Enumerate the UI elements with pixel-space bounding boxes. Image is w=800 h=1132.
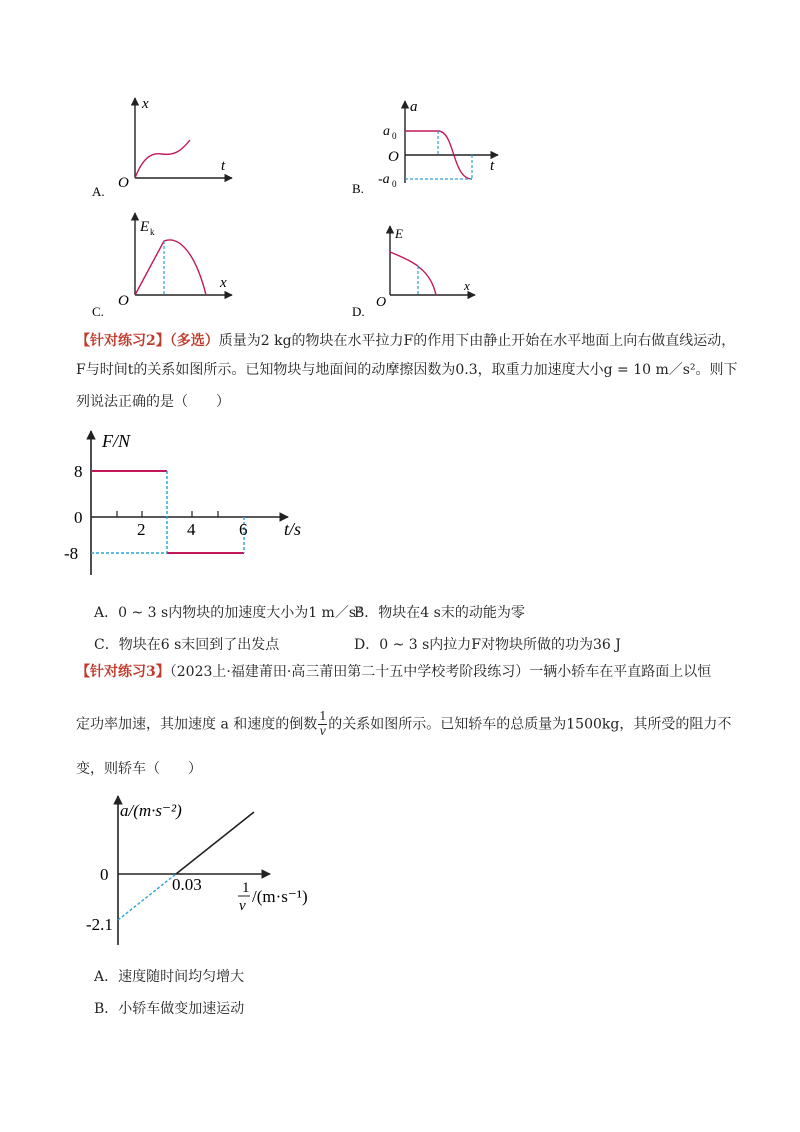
q3-frac-den: v [319,724,326,739]
q3-dash-extrapolation [118,874,176,920]
q2-x-tick-6: 6 [239,520,248,539]
q3-option-a: A．速度随时间均匀增大 [94,969,245,985]
graph-d-label: D. [352,304,365,319]
q3-x-label: /(m·s⁻¹) [252,887,308,906]
graph-d-svg [350,220,490,320]
option-graph-a [90,90,240,200]
q3-line3: 变，则轿车（ ） [76,761,202,777]
q3-option-b: B．小轿车做变加速运动 [94,1001,245,1017]
graph-b-svg [350,95,510,200]
graph-a-curve [135,140,190,178]
graph-d-curve [390,252,436,295]
graph-b-neg-a0-label: -a [378,172,390,187]
graph-b-x-label: t [490,158,495,174]
q2-y-tick-neg8: -8 [64,544,79,563]
q3-line2 [76,710,731,739]
q2-line3: 列说法正确的是（ ） [76,394,230,410]
graph-a-y-label: x [142,96,149,112]
q2-x-label: t/s [284,519,302,539]
option-graph-c [90,205,240,320]
q2-tag: 【针对练习2】 [76,333,170,349]
q2-y-tick-0: 0 [74,508,83,527]
graph-b-neg-a0-sub: 0 [392,179,397,189]
q2-x-tick-4: 4 [187,520,196,539]
graph-c-svg [90,205,240,320]
q2-y-label: F/N [102,431,131,451]
q3-source: （2023上·福建莆田·高三莆田第二十五中学校考阶段练习）一辆小轿车在平直路面上以恒 [169,664,712,680]
q3-y-label: a/(m·s⁻²) [120,801,182,820]
q2-chart-svg [60,425,320,580]
q2-text-1: 质量为2 kg的物块在水平拉力F的作用下由静止开始在水平地面上向右做直线运动， [218,333,736,349]
graph-d-y-label: E [395,226,403,241]
q3-origin-tick: 0 [100,865,109,884]
q3-frac-num: 1 [319,709,327,724]
graph-b-a0-sub: 0 [392,131,397,141]
graph-a-x-label: t [221,158,226,174]
q2-option-b: B．物块在4 s末的动能为零 [354,605,525,621]
q3-x-intercept: 0.03 [172,875,202,894]
graph-c-x-label: x [220,275,227,291]
graph-b-a0-label: a [383,124,390,139]
graph-b-origin: O [388,149,399,165]
graph-c-y-label: E [140,219,150,235]
q2-x-tick-2: 2 [137,520,146,539]
graph-b-y-label: a [410,99,418,115]
graph-b-label: B. [352,181,364,196]
q3-tag: 【针对练习3】 [76,664,170,680]
graph-c-y-sub: k [150,227,155,237]
q2-option-c: C．物块在6 s末回到了出发点 [94,637,280,653]
q2-line2: F与时间t的关系如图所示。已知物块与地面间的动摩擦因数为0.3，取重力加速度大小g = 10 m／s²。则下 [76,362,738,378]
q2-line1 [76,330,735,352]
q3-chart [80,790,330,950]
graph-d-origin: O [376,295,387,310]
graph-c-origin: O [118,293,129,309]
q3-x-frac-num: 1 [242,880,250,896]
q3-fraction [318,710,327,739]
graph-c-label: C. [92,304,104,319]
q3-line [176,812,254,874]
graph-a-svg [90,90,240,200]
q3-text-2a: 定功率加速，其加速度 a 和速度的倒数 [76,716,318,733]
graph-c-curve [135,240,206,295]
q3-y-intercept: -2.1 [86,915,113,934]
q2-option-a: A．0 ~ 3 s内物块的加速度大小为1 m／s² [94,605,362,621]
option-graph-b [350,95,510,200]
q2-option-d: D．0 ~ 3 s内拉力F对物块所做的功为36 J [354,637,621,653]
q2-y-tick-8: 8 [74,462,83,481]
q3-text-2b: 的关系如图所示。已知轿车的总质量为1500kg，其所受的阻力不 [328,716,732,733]
graph-a-label: A. [92,184,105,199]
q2-chart [60,425,320,580]
graph-d-x-label: x [464,278,470,293]
q3-x-frac-den: v [239,898,246,914]
graph-a-origin: O [118,175,129,191]
q3-line1 [76,661,711,683]
q3-chart-svg [80,790,330,950]
option-graph-d [350,220,490,320]
q2-multi: （多选） [169,333,219,349]
